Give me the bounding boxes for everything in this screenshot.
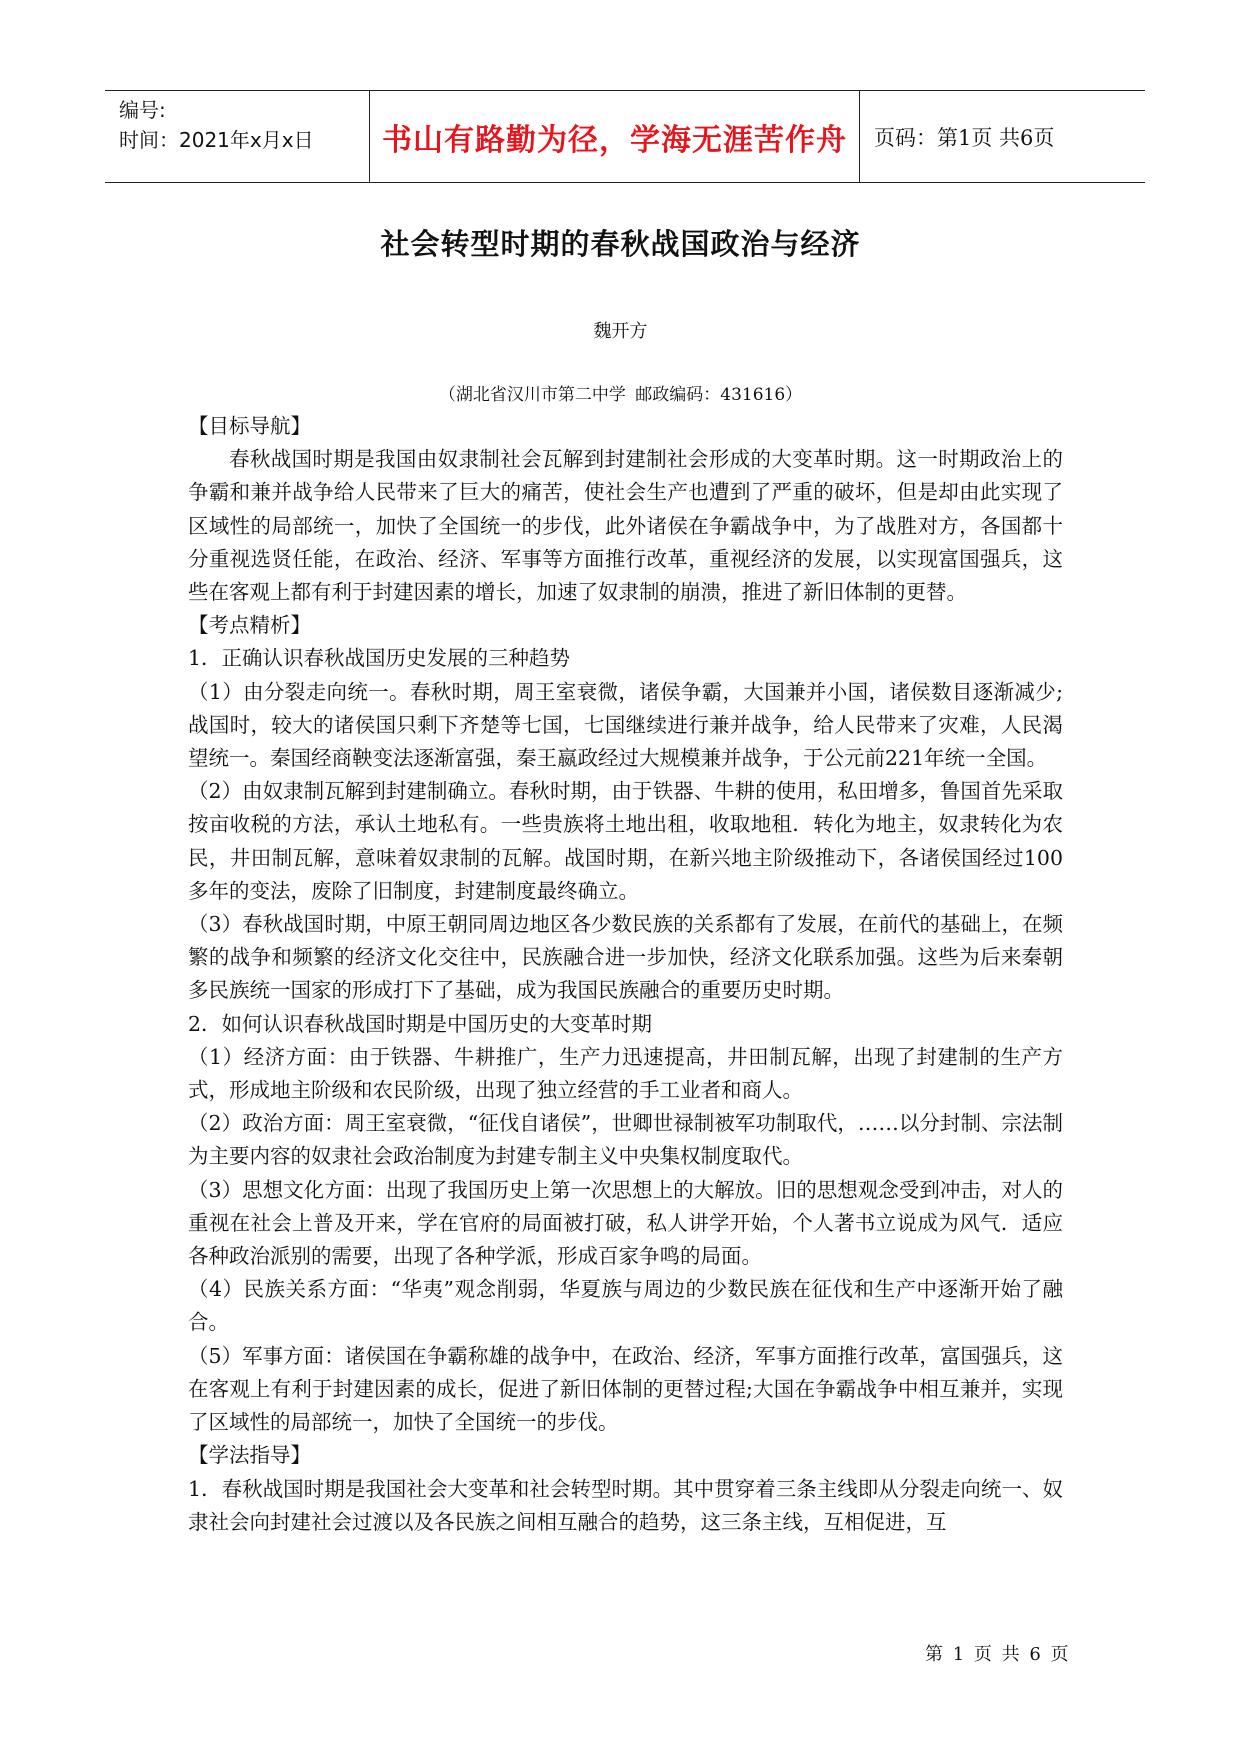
page-footer: 第 1 页 共 6 页 bbox=[925, 1644, 1069, 1665]
point2-item-5: （5）军事方面：诸侯国在争霸称雄的战争中，在政治、经济，军事方面推行改革，富国强兵，这在客观上有利于封建因素的成长，促进了新旧体制的更替过程;大国在争霸战争中相互兼并，实现了区域性的局部统一，加快了全国统一的步伐。 bbox=[188, 1343, 1063, 1435]
point1-item-2: （2）由奴隶制瓦解到封建制确立。春秋时期，由于铁器、牛耕的使用，私田增多，鲁国首先采取按亩收税的方法，承认土地私有。一些贵族将土地出租，收取地租．转化为地主，奴隶转化为农民，井田制瓦解，意味着奴隶制的瓦解。战国时期，在新兴地主阶级推动下，各诸侯国经过100多年的变法，废除了旧制度，封建制度最终确立。 bbox=[188, 779, 1063, 903]
author-affiliation: （湖北省汉川市第二中学 邮政编码：431616） bbox=[438, 385, 803, 405]
author-name: 魏开方 bbox=[593, 321, 648, 342]
number-label: 编号: bbox=[119, 98, 166, 122]
goal-heading: 【目标导航】 bbox=[188, 414, 311, 438]
point2-item-1: （1）经济方面：由于铁器、牛耕推广，生产力迅速提高，井田制瓦解，出现了封建制的生产方式，形成地主阶级和农民阶级，出现了独立经营的手工业者和商人。 bbox=[188, 1044, 1063, 1103]
time-label: 时间：2021年x月x日 bbox=[119, 128, 314, 152]
point2-item-2: （2）政治方面：周王室衰微，“征伐自诸侯”，世卿世禄制被军功制取代，……以分封制、宗法制为主要内容的奴隶社会政治制度为封建专制主义中央集权制度取代。 bbox=[188, 1111, 1063, 1169]
point2-item-3: （3）思想文化方面：出现了我国历史上第一次思想上的大解放。旧的思想观念受到冲击，对人的重视在社会上普及开来，学在官府的局面被打破，私人讲学开始，个人著书立说成为风气．适应各种政治派别的需要，出现了各种学派，形成百家争鸣的局面。 bbox=[188, 1177, 1063, 1269]
point2-heading: 2．如何认识春秋战国时期是中国历史的大变革时期 bbox=[188, 1011, 653, 1036]
header-meta bbox=[105, 91, 370, 182]
document-body bbox=[188, 410, 1063, 1539]
document-header bbox=[105, 90, 1145, 183]
document-title: 社会转型时期的春秋战国政治与经济 bbox=[380, 227, 861, 261]
header-motto: 书山有路勤为径，学海无涯苦作舟 bbox=[370, 91, 860, 182]
analysis-heading: 【考点精析】 bbox=[188, 613, 311, 638]
point1-item-3: （3）春秋战国时期，中原王朝同周边地区各少数民族的关系都有了发展，在前代的基础上，在频繁的战争和频繁的经济文化交往中，民族融合进一步加快，经济文化联系加强。这些为后来秦朝多民族统一国家的形成打下了基础，成为我国民族融合的重要历史时期。 bbox=[188, 912, 1063, 1003]
point1-heading: 1．正确认识春秋战国历史发展的三种趋势 bbox=[188, 646, 571, 671]
point2-item-4: （4）民族关系方面：“华夷”观念削弱，华夏族与周边的少数民族在征伐和生产中逐渐开始了融合。 bbox=[188, 1277, 1063, 1335]
header-page-code: 页码：第1页 共6页 bbox=[874, 125, 1055, 150]
point1-item-1: （1）由分裂走向统一。春秋时期，周王室衰微，诸侯争霸，大国兼并小国，诸侯数目逐渐减少;战国时，较大的诸侯国只剩下齐楚等七国，七国继续进行兼并战争，给人民带来了灾难，人民渴望统一。秦国经商鞅变法逐渐富强，秦王嬴政经过大规模兼并战争，于公元前221年统一全国。 bbox=[188, 679, 1063, 771]
method-item-1: 1．春秋战国时期是我国社会大变革和社会转型时期。其中贯穿着三条主线即从分裂走向统一、奴隶社会向封建社会过渡以及各民族之间相互融合的趋势，这三条主线，互相促进，互 bbox=[188, 1476, 1063, 1534]
goal-paragraph: 春秋战国时期是我国由奴隶制社会瓦解到封建制社会形成的大变革时期。这一时期政治上的争霸和兼并战争给人民带来了巨大的痛苦，使社会生产也遭到了严重的破坏，但是却由此实现了区域性的局部统一，加快了全国统一的步伐，此外诸侯在争霸战争中，为了战胜对方，各国都十分重视选贤任能，在政治、经济、军事等方面推行改革，重视经济的发展，以实现富国强兵，这些在客观上都有利于封建因素的增长，加速了奴隶制的崩溃，推进了新旧体制的更替。 bbox=[188, 447, 1063, 605]
method-heading: 【学法指导】 bbox=[188, 1443, 311, 1468]
